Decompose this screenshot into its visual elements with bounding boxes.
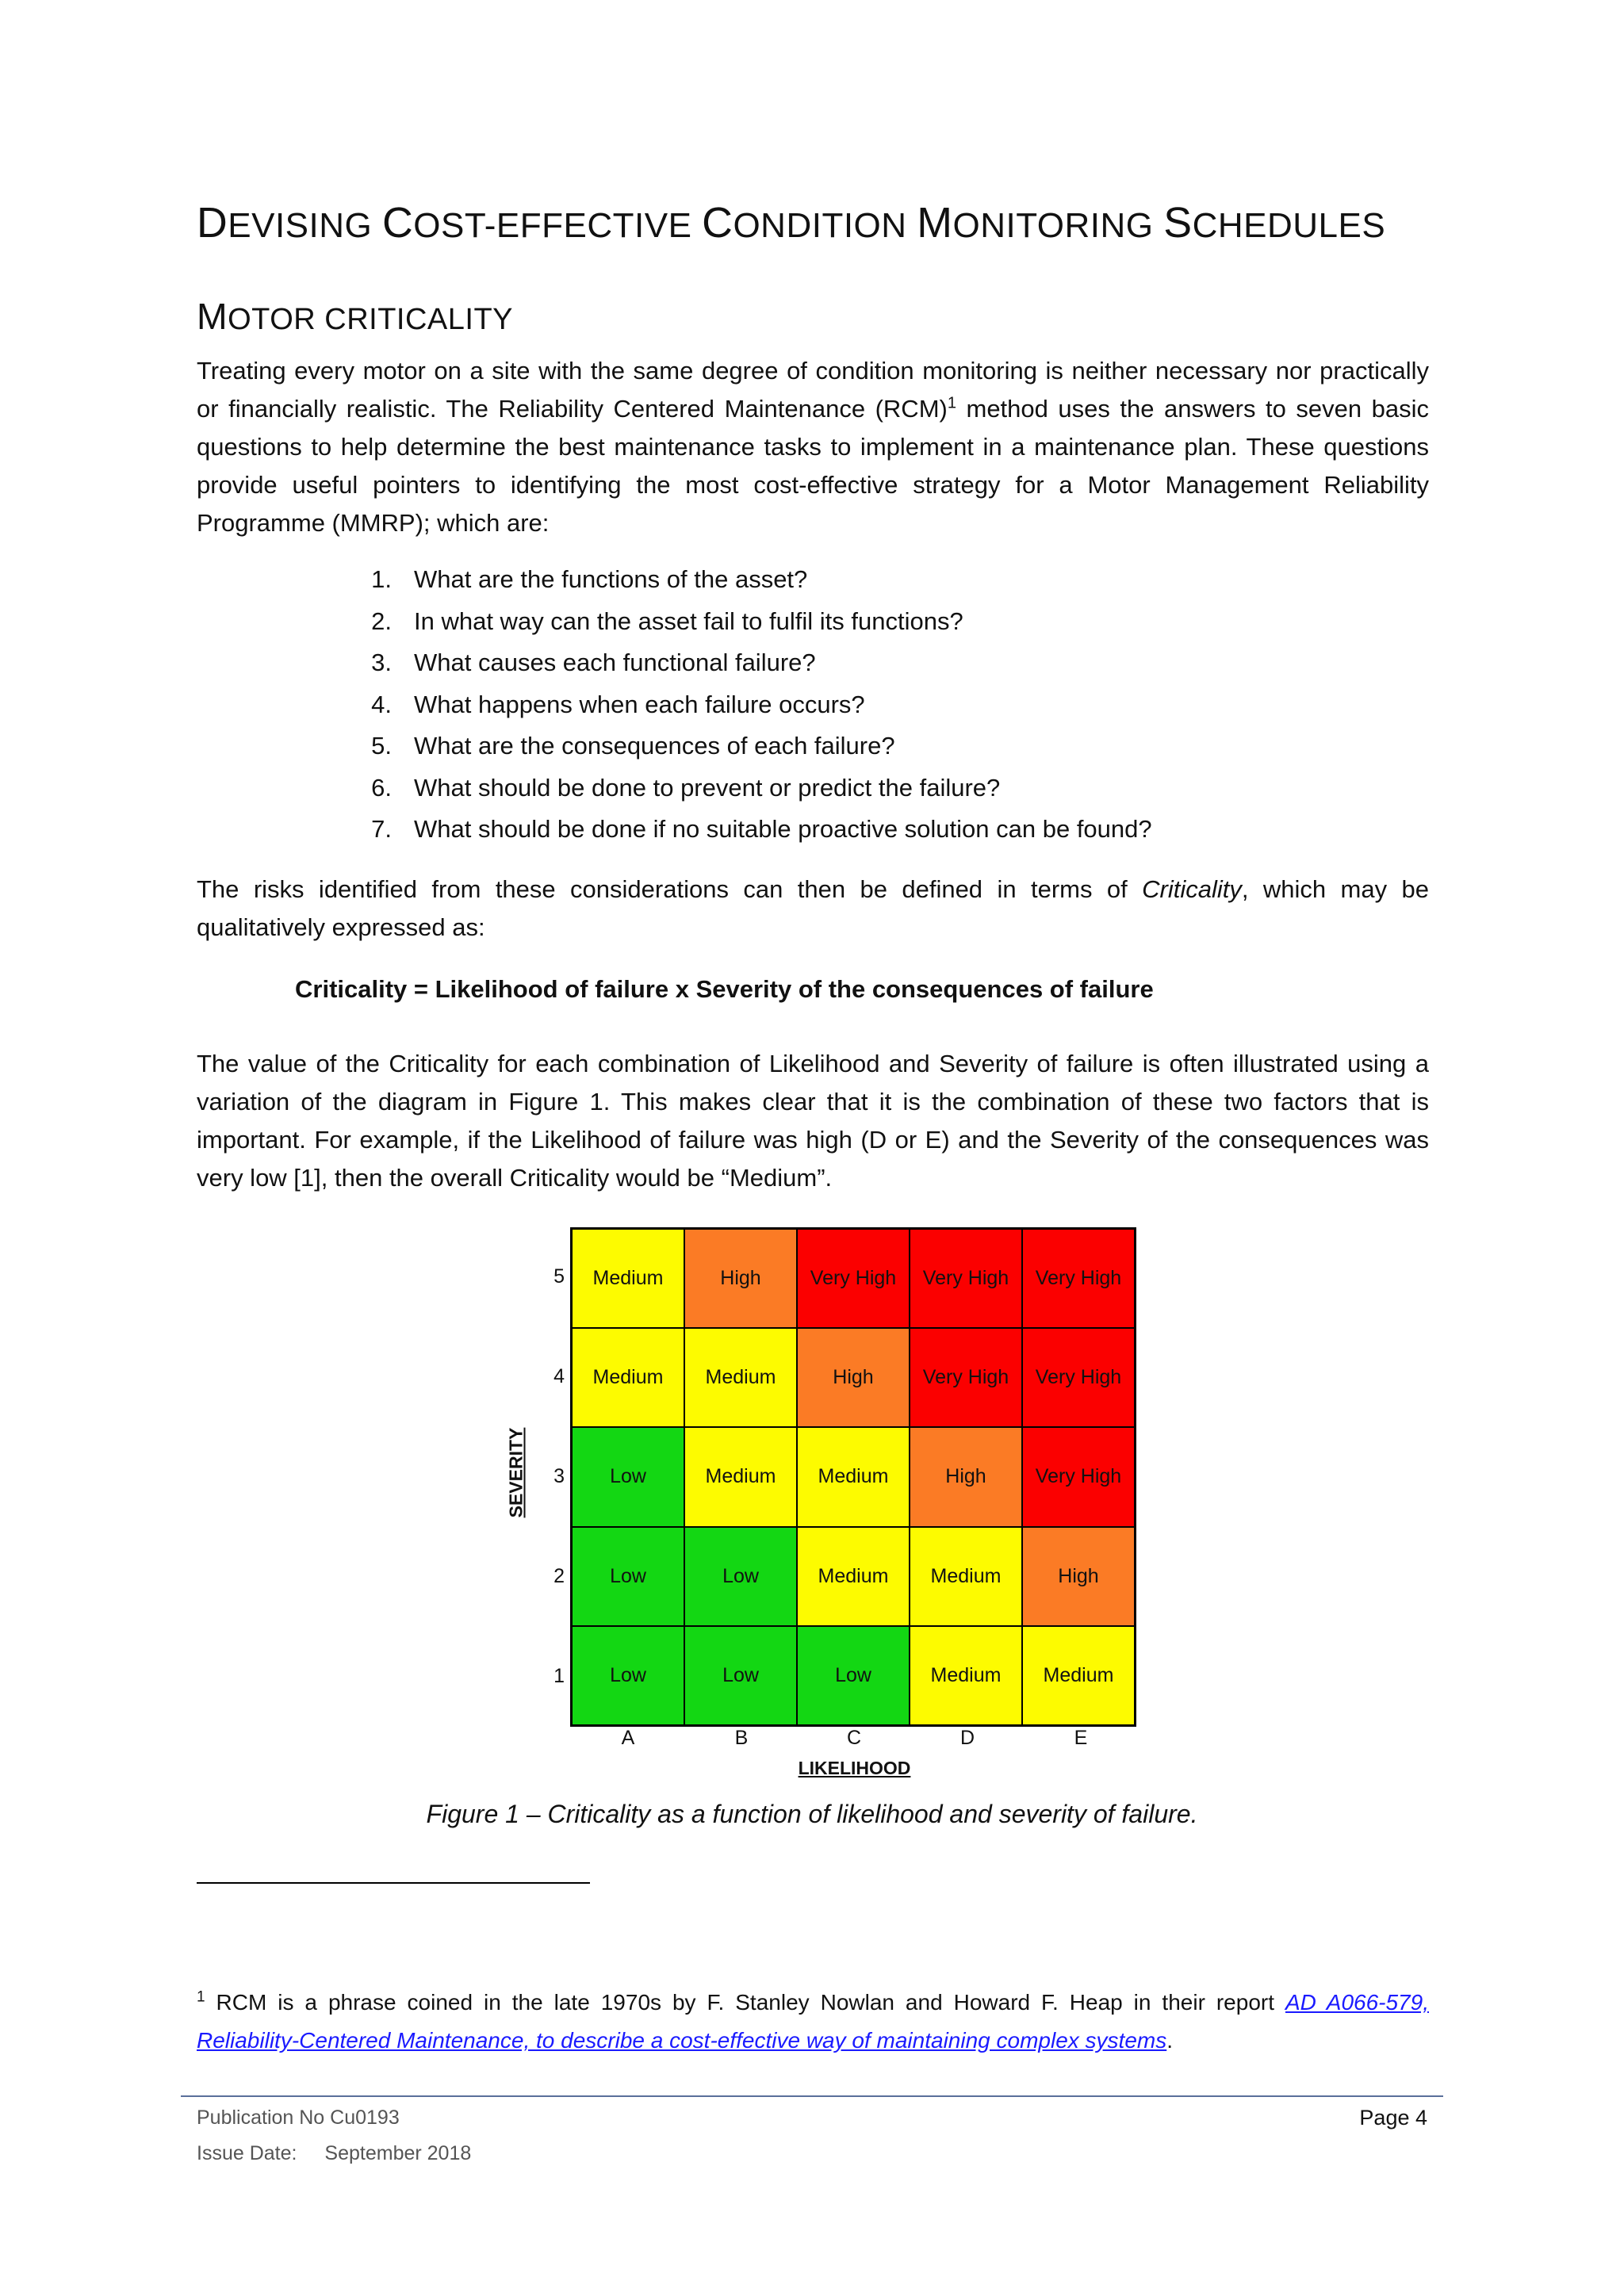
intro-text-part2: method uses the answers to seven basic questions to help determine the best maintenance tasks to implement in a maintenance plan. These questions provide useful pointers to identifying the most cost-effective strategy for a Motor Management Reliability Programme (MMRP); which are: bbox=[197, 395, 1429, 537]
rcm-questions-list bbox=[341, 559, 1152, 851]
list-item-number: 4. bbox=[371, 690, 392, 718]
likelihood-axis-label: LIKELIHOOD bbox=[798, 1758, 911, 1778]
risks-text: The risks identified from these considerations can then be defined in terms of bbox=[197, 875, 1143, 903]
list-item bbox=[341, 725, 1152, 767]
matrix-cell: High bbox=[1022, 1527, 1135, 1626]
footnote-reference[interactable]: 1 bbox=[947, 394, 956, 412]
footer-divider bbox=[181, 2095, 1443, 2097]
matrix-cell: Medium bbox=[910, 1626, 1022, 1725]
likelihood-tick: C bbox=[846, 1727, 862, 1749]
list-item bbox=[341, 767, 1152, 809]
matrix-cell: High bbox=[797, 1328, 910, 1427]
issue-date-label: Issue Date: bbox=[197, 2142, 297, 2164]
criticality-matrix bbox=[570, 1227, 1136, 1727]
list-item-text: What are the consequences of each failure? bbox=[414, 732, 895, 760]
matrix-cell: Medium bbox=[1022, 1626, 1135, 1725]
matrix-cell: Medium bbox=[684, 1328, 797, 1427]
list-item bbox=[341, 601, 1152, 643]
likelihood-tick: A bbox=[621, 1727, 635, 1749]
list-item-number: 1. bbox=[371, 565, 392, 593]
footnote bbox=[197, 1984, 1429, 2060]
matrix-cell: Very High bbox=[910, 1229, 1022, 1328]
matrix-cell: High bbox=[684, 1229, 797, 1328]
risks-paragraph bbox=[197, 871, 1429, 947]
matrix-cell: Medium bbox=[572, 1328, 684, 1427]
criticality-term: Criticality bbox=[1142, 875, 1242, 903]
title-initial: D bbox=[197, 199, 228, 247]
matrix-cell: High bbox=[910, 1427, 1022, 1526]
footnote-marker: 1 bbox=[197, 1988, 205, 2006]
likelihood-tick: D bbox=[959, 1727, 975, 1749]
footnote-text: RCM is a phrase coined in the late 1970s by F. Stanley Nowlan and Howard F. Heap in their report bbox=[205, 1990, 1285, 2015]
issue-date bbox=[197, 2142, 471, 2165]
issue-date-value: September 2018 bbox=[324, 2142, 472, 2164]
matrix-cell: Low bbox=[572, 1527, 684, 1626]
list-item-number: 3. bbox=[371, 649, 392, 676]
footnote-end: . bbox=[1166, 2028, 1174, 2053]
severity-tick: 2 bbox=[553, 1565, 565, 1587]
matrix-cell: Very High bbox=[1022, 1328, 1135, 1427]
list-item-text: What should be done if no suitable proactive solution can be found? bbox=[414, 815, 1152, 843]
figure-caption: Figure 1 – Criticality as a function of likelihood and severity of failure. bbox=[426, 1800, 1198, 1828]
title-part: CHEDULES bbox=[1192, 206, 1386, 245]
title-part: ONDITION bbox=[733, 206, 917, 245]
risks-text-end: , which may be qualitatively expressed as: bbox=[197, 875, 1429, 941]
severity-tick: 4 bbox=[553, 1365, 565, 1387]
list-item-text: In what way can the asset fail to fulfil its functions? bbox=[414, 607, 963, 635]
matrix-cell: Low bbox=[572, 1626, 684, 1725]
section-heading-rest: OTOR CRITICALITY bbox=[228, 303, 514, 336]
title-initial: C bbox=[702, 199, 733, 247]
severity-tick: 3 bbox=[553, 1465, 565, 1487]
severity-tick: 5 bbox=[553, 1265, 565, 1288]
report-link[interactable]: AD A066-579, Reliability-Centered Maintenance, to describe a cost-effective way of maintaining complex systems bbox=[197, 1990, 1429, 2053]
matrix-cell: Low bbox=[684, 1626, 797, 1725]
footnote-separator bbox=[197, 1882, 590, 1884]
matrix-cell: Very High bbox=[1022, 1427, 1135, 1526]
title-part: OST-EFFECTIVE bbox=[413, 206, 703, 245]
matrix-cell: Medium bbox=[797, 1427, 910, 1526]
title-part: EVISING bbox=[228, 206, 382, 245]
matrix-cell: Low bbox=[797, 1626, 910, 1725]
list-item-number: 5. bbox=[371, 732, 392, 760]
list-item bbox=[341, 684, 1152, 726]
matrix-cell: Medium bbox=[910, 1527, 1022, 1626]
list-item-text: What happens when each failure occurs? bbox=[414, 690, 865, 718]
matrix-cell: Very High bbox=[797, 1229, 910, 1328]
intro-text-part1: Treating every motor on a site with the same degree of condition monitoring is neither necessary nor practically or financially realistic. The Reliability Centered Maintenance (RCM) bbox=[197, 357, 1429, 423]
title-initial: M bbox=[917, 199, 953, 247]
list-item-number: 2. bbox=[371, 607, 392, 635]
matrix-cell: Very High bbox=[910, 1328, 1022, 1427]
explanation-paragraph: The value of the Criticality for each combination of Likelihood and Severity of failure is often illustrated using a variation of the diagram in Figure 1. This makes clear that it is the combination of these two factors that is important. For example, if the Likelihood of failure was high (D or E) and the Severity of the consequences was very low [1], then the overall Criticality would be “Medium”. bbox=[197, 1050, 1429, 1192]
likelihood-tick: E bbox=[1074, 1727, 1088, 1749]
severity-tick: 1 bbox=[553, 1665, 565, 1687]
severity-axis-label: SEVERITY bbox=[505, 1427, 527, 1518]
section-heading-initial: M bbox=[197, 296, 228, 337]
list-item bbox=[341, 559, 1152, 601]
list-item-text: What causes each functional failure? bbox=[414, 649, 816, 676]
matrix-cell: Medium bbox=[684, 1427, 797, 1526]
section-heading bbox=[197, 295, 513, 338]
list-item-text: What are the functions of the asset? bbox=[414, 565, 808, 593]
criticality-formula: Criticality = Likelihood of failure x Severity of the consequences of failure bbox=[295, 975, 1154, 1003]
list-item bbox=[341, 642, 1152, 684]
publication-number: Publication No Cu0193 bbox=[197, 2107, 400, 2129]
list-item-number: 7. bbox=[371, 815, 392, 843]
matrix-cell: Medium bbox=[797, 1527, 910, 1626]
list-item-number: 6. bbox=[371, 773, 392, 802]
matrix-cell: Very High bbox=[1022, 1229, 1135, 1328]
list-item-text: What should be done to prevent or predict the failure? bbox=[414, 773, 1001, 802]
matrix-cell: Medium bbox=[572, 1229, 684, 1328]
likelihood-tick: B bbox=[734, 1727, 749, 1749]
matrix-cell: Low bbox=[684, 1527, 797, 1626]
intro-paragraph bbox=[197, 352, 1429, 542]
title-initial: C bbox=[381, 199, 414, 247]
page-number: Page 4 bbox=[1359, 2106, 1427, 2130]
list-item bbox=[341, 809, 1152, 851]
title-initial: S bbox=[1163, 199, 1193, 247]
matrix-cell: Low bbox=[572, 1427, 684, 1526]
page-title bbox=[197, 198, 1385, 247]
title-part: ONITORING bbox=[952, 206, 1164, 245]
